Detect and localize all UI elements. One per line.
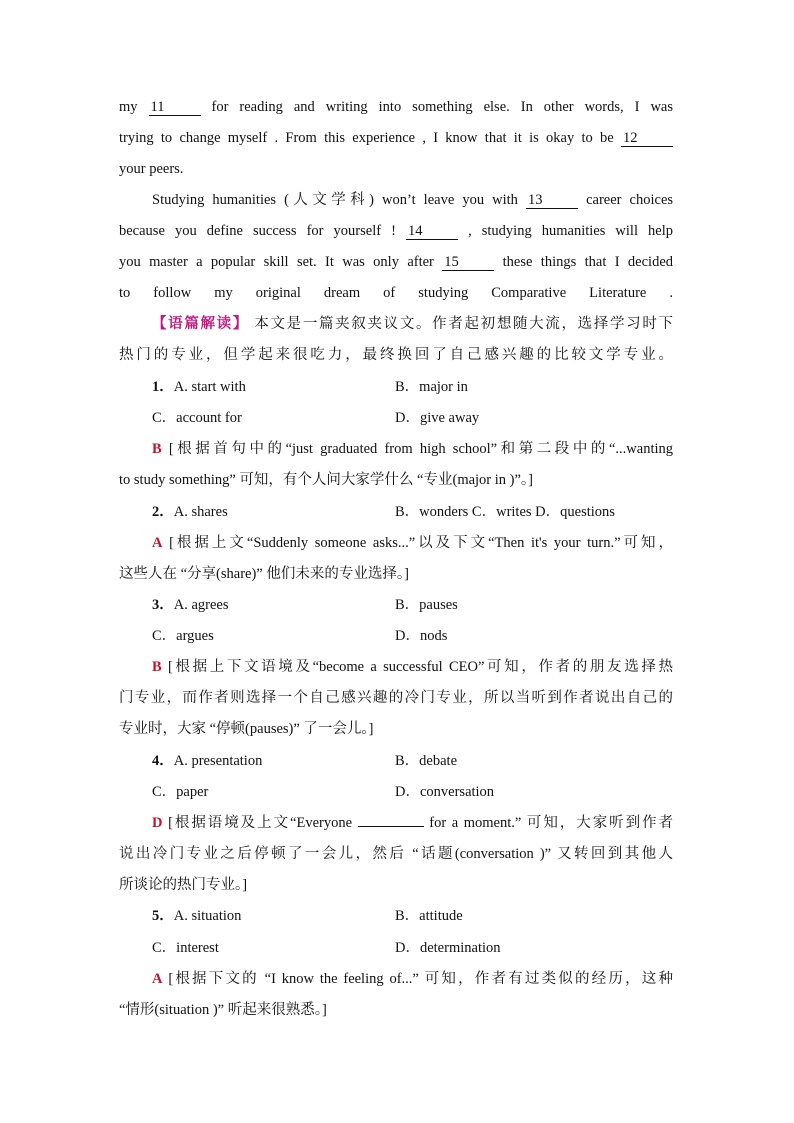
q5-option-b: B．attitude xyxy=(395,908,463,924)
passage-text: trying to change myself . From this experience , I know that it is okay to be xyxy=(119,130,614,146)
q3-options-row-1 xyxy=(152,595,673,615)
q3-option-a: 3．A. agrees xyxy=(152,597,229,613)
q1-option-b: B．major in xyxy=(395,379,468,395)
q3-option-b: B．pauses xyxy=(395,597,458,613)
passage-text: for reading and writing into something else. In other words, I was xyxy=(211,99,673,115)
q4-explanation-line-3 xyxy=(119,875,673,895)
q2-options-row xyxy=(152,502,673,522)
q2-answer: A xyxy=(152,535,163,551)
q3-explanation-line-2 xyxy=(119,688,673,708)
passage-text: my xyxy=(119,99,138,115)
q3-option-c: C．argues xyxy=(152,628,214,644)
q5-options-row-2 xyxy=(152,938,673,958)
q4-explanation: [根据语境及上文“Everyone xyxy=(168,815,353,831)
blank-14: 14 xyxy=(406,223,458,240)
passage-text: career choices xyxy=(586,192,674,208)
q3-explanation-line-3 xyxy=(119,719,673,739)
q3-option-d: D．nods xyxy=(395,628,448,644)
passage-text: these things that I decided xyxy=(502,254,674,270)
q3-explanation: 专业时，大家 “停顿(pauses)” 了一会儿。] xyxy=(119,721,374,737)
q1-option-d: D．give away xyxy=(395,410,480,426)
passage-line-2 xyxy=(119,128,673,148)
q3-explanation: [根据上下文语境及“become a successful CEO”可知，作者的朋友选择热 xyxy=(167,659,673,675)
q4-options-row-1 xyxy=(152,751,673,771)
q4-options-row-2 xyxy=(152,782,673,802)
passage-text: to follow my original dream of studying Comparative Literature . xyxy=(119,285,673,301)
passage-line-7 xyxy=(119,283,673,303)
q5-explanation-line-2 xyxy=(119,1000,673,1020)
passage-text: , studying humanities will help xyxy=(468,223,674,239)
q4-explanation: for a moment.” 可知，大家听到作者 xyxy=(429,815,674,831)
q2-explanation: [根据上文“Suddenly someone asks...”以及下文“Then it's your turn.”可知， xyxy=(169,535,674,551)
blank-15: 15 xyxy=(442,254,494,271)
q4-option-a: 4．A. presentation xyxy=(152,753,263,769)
q2-option-a: 2．A. shares xyxy=(152,504,228,520)
passage-text: your peers. xyxy=(119,161,184,177)
q4-option-d: D．conversation xyxy=(395,784,495,800)
q4-explanation-line-1 xyxy=(152,813,673,833)
q5-explanation-line-1 xyxy=(152,969,673,989)
q1-options-row-2 xyxy=(152,408,673,428)
q5-option-a: 5．A. situation xyxy=(152,908,242,924)
q2-explanation-line-1 xyxy=(152,533,673,553)
blank-11: 11 xyxy=(149,99,201,116)
q4-option-c: C．paper xyxy=(152,784,209,800)
q5-option-c: C．interest xyxy=(152,940,219,956)
q2-explanation-line-2 xyxy=(119,564,673,584)
q3-explanation-line-1 xyxy=(152,657,673,677)
q3-explanation: 门专业，而作者则选择一个自己感兴趣的冷门专业，所以当听到作者说出自己的 xyxy=(119,690,673,706)
q3-options-row-2 xyxy=(152,626,673,646)
passage-text: because you define success for yourself ! xyxy=(119,223,396,239)
q4-explanation-line-2 xyxy=(119,844,673,864)
q1-explanation-line-1 xyxy=(152,439,673,459)
q1-explanation: [根据首句中的“just graduated from high school”和第二段中的“...wanting xyxy=(168,441,673,457)
q4-explanation: 所谈论的热门专业。] xyxy=(119,877,248,893)
blank-12: 12 xyxy=(621,130,673,147)
passage-text: you master a popular skill set. It was only after xyxy=(119,254,434,270)
q5-explanation: [根据下文的 “I know the feeling of...” 可知，作者有过类似的经历，这种 xyxy=(168,971,673,987)
passage-line-5 xyxy=(119,221,673,241)
q1-answer: B xyxy=(152,441,162,457)
q5-option-d: D．determination xyxy=(395,940,501,956)
q4-quote-blank xyxy=(358,826,424,827)
q3-answer: B xyxy=(152,659,162,675)
passage-line-4 xyxy=(152,190,673,210)
blank-13: 13 xyxy=(526,192,578,209)
q2-explanation: 这些人在 “分享(share)” 他们未来的专业选择。] xyxy=(119,566,409,582)
passage-line-1 xyxy=(119,97,673,117)
passage-line-6 xyxy=(119,252,673,272)
q4-option-b: B．debate xyxy=(395,753,458,769)
analysis-line-2 xyxy=(119,345,673,365)
q1-option-c: C．account for xyxy=(152,410,242,426)
passage-text: Studying humanities (人文学科) won’t leave you with xyxy=(152,192,518,208)
q4-explanation: 说出冷门专业之后停顿了一会儿，然后 “话题(conversation )” 又转回到其他人 xyxy=(119,846,673,862)
analysis-tag: 【语篇解读】 xyxy=(152,316,250,332)
analysis-line-1 xyxy=(152,314,673,334)
analysis-text: 热门的专业，但学起来很吃力，最终换回了自己感兴趣的比较文学专业。 xyxy=(119,347,673,363)
q5-answer: A xyxy=(152,971,163,987)
q5-explanation: “情形(situation )” 听起来很熟悉。] xyxy=(119,1002,327,1018)
passage-line-3 xyxy=(119,159,673,179)
q1-option-a: 1．A. start with xyxy=(152,379,246,395)
q5-options-row-1 xyxy=(152,906,673,926)
q4-answer: D xyxy=(152,815,163,831)
q1-explanation-line-2 xyxy=(119,470,673,490)
q2-options-bcd: B．wonders C．writes D．questions xyxy=(395,504,615,520)
analysis-text: 本文是一篇夹叙夹议文。作者起初想随大流，选择学习时下 xyxy=(254,316,674,332)
q1-options-row-1 xyxy=(152,377,673,397)
q1-explanation: to study something” 可知，有个人问大家学什么 “专业(major in )”。] xyxy=(119,472,534,488)
